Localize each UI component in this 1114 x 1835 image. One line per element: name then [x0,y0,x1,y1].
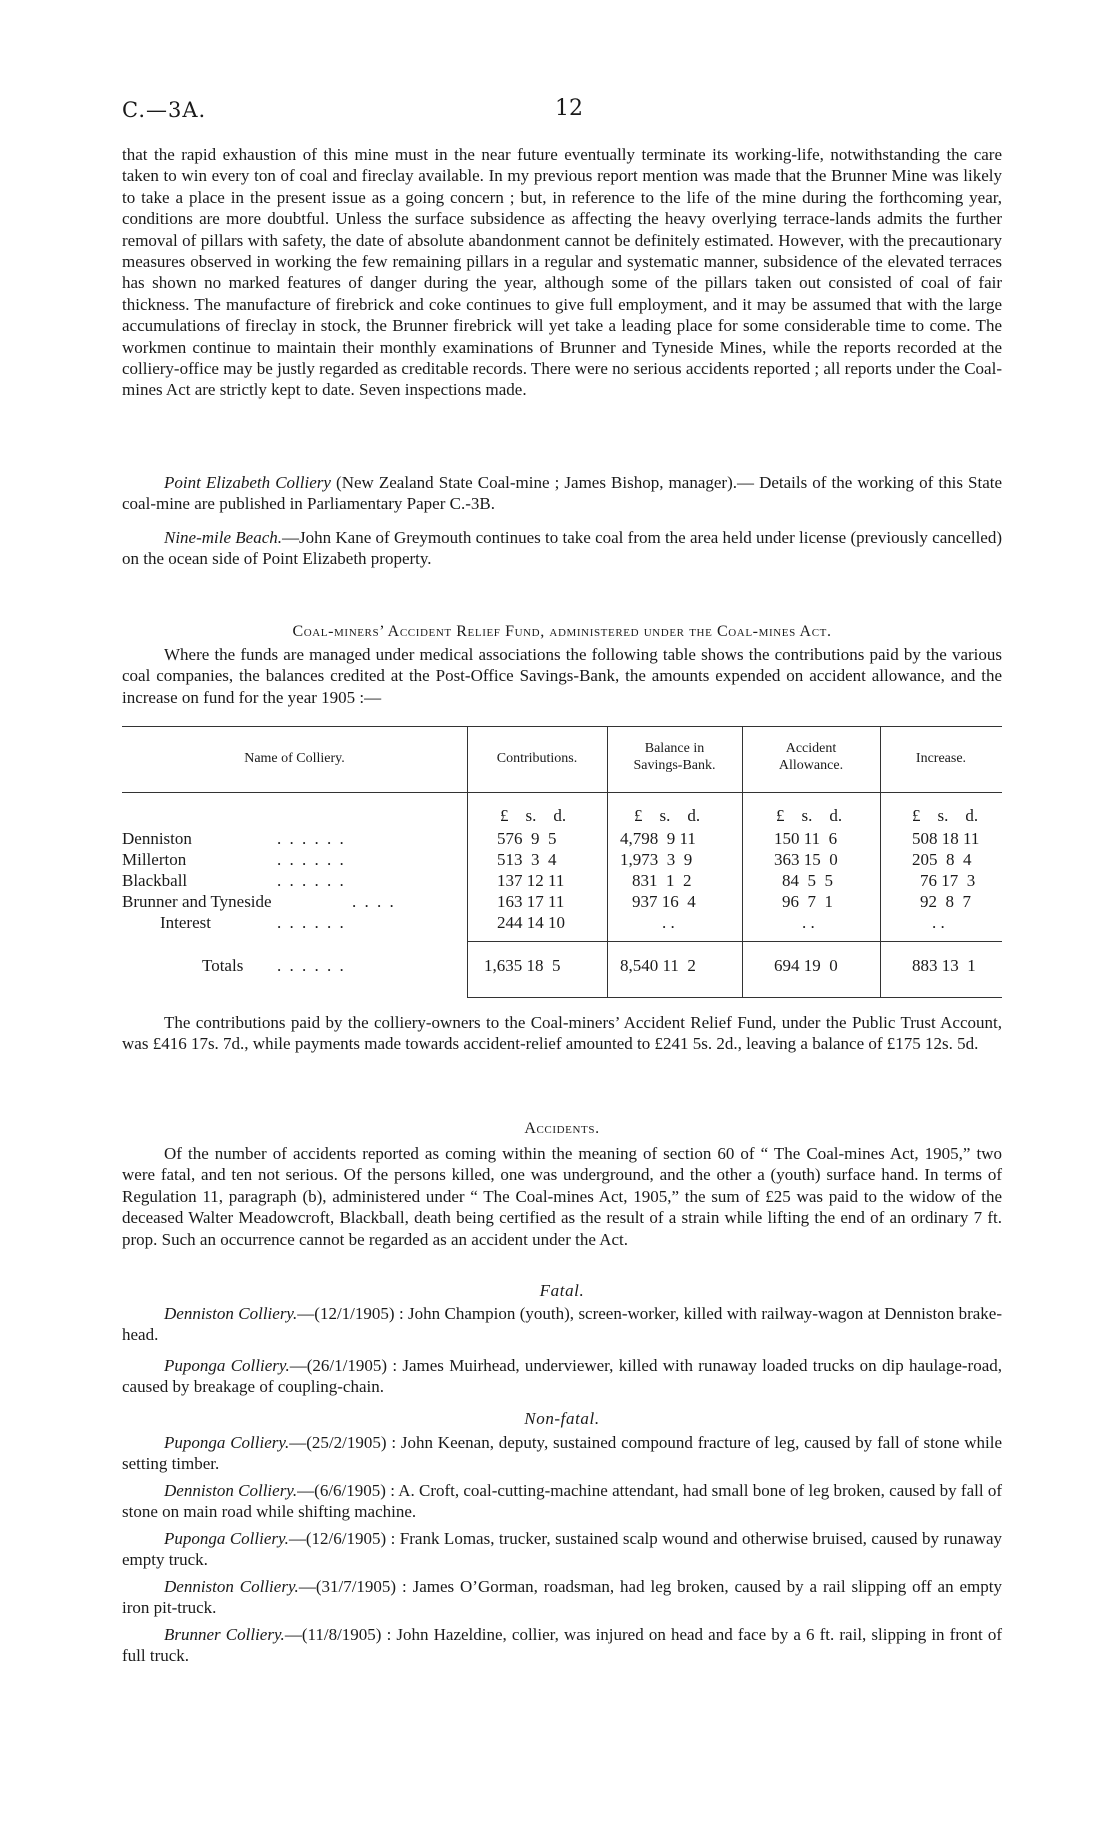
table-rule-totals [467,941,1002,942]
intro-paragraph: that the rapid exhaustion of this mine must in the near future eventually terminate its working-life, notwithstanding the care taken to win every ton of coal and fireclay available. In my previous report mention was made that the Brunner Mine was likely to take a place in the present issue as a going concern ; but, in reference to the life of the mine during the forthcoming year, conditions are more doubtful. Unless the surface subsidence as affecting the heavy overlying terrace-lands admits the further removal of pillars with safety, the date of absolute abandonment cannot be definitely estimated. However, with the precautionary measures observed in working the few remaining pillars in a regular and systematic manner, subsidence of the elevated terraces has shown no marked features of danger during the year, although some of the pillars taken out consisted of coal of fair thickness. The manufacture of firebrick and coke continues to give full employment, and it may be assumed that with the large accumulations of fireclay in stock, the Brunner firebrick will yet take a leading place for some considerable time to come. The workmen continue to maintain their monthly examinations of Brunner and Tyneside Mines, while the reports recorded at the colliery-office may be justly regarded as creditable records. There were no serious accidents reported ; all reports under the Coal-mines Act are strictly kept to date. Seven inspections made. [122,145,1002,400]
nonfatal-heading: Non-fatal. [524,1409,600,1428]
point-elizabeth-paragraph [122,472,1002,515]
units-balance: £ s. d. [634,806,701,825]
accident-fund-table: Name of Colliery. Contributions. Balance in Savings-Bank. Accident Allowance. Increase. £ s. d. £ s. d. £ s. d. £ s. d. Denniston . . . . . . 576 9 5 4,798 9 11 150 11 6 508 18 11 Millerton . . . . . . 513 3 4 1,973 3 9 363 15 0 205 8 4 Blackball . . . . . . 137 12 11 831 1 2 84 5 5 76 17 3 Brunner and Tyneside . . . . 163 17 11 937 16 4 96 7 1 92 8 7 Interest . . . . . . 244 14 10 . . . . . . Totals . . . . . . 1,635 18 5 8,540 11 2 694 19 0 883 13 1 [122,726,1002,1002]
nonfatal-entry: Brunner Colliery.—(11/8/1905) : John Hazeldine, collier, was injured on head and face by a 6 ft. rail, slipping in front of full truck. [122,1625,1002,1666]
nonfatal-entry: Puponga Colliery.—(25/2/1905) : John Keenan, deputy, sustained compound fracture of leg, caused by fall of stone while setting timber. [122,1433,1002,1474]
nine-mile-title: Nine-mile Beach. [164,528,283,547]
public-trust-paragraph: The contributions paid by the colliery-owners to the Coal-miners’ Accident Relief Fund, under the Public Trust Account, was £416 17s. 7d., while payments made towards accident-relief amounted to £241 5s. 2d., leaving a balance of £175 12s. 5d. [122,1013,1002,1054]
table-rule-bottom [467,997,1002,998]
nonfatal-entry: Denniston Colliery.—(6/6/1905) : A. Croft, coal-cutting-machine attendant, had small bone of leg broken, caused by fall of stone on main road while shifting machine. [122,1481,1002,1522]
col-header-contributions: Contributions. [496,751,578,766]
col-header-balance: Balance in Savings-Bank. [633,741,716,773]
document-reference: C.—3A. [122,98,207,122]
point-elizabeth-text: (New Zealand State Coal-mine ; James Bishop, manager).— Details of the working of this State coal-mine are published in Parliamentary Paper C.-3B. [122,473,1003,514]
col-header-increase: Increase. [915,751,967,766]
fatal-heading: Fatal. [539,1281,585,1300]
accidents-intro: Of the number of accidents reported as coming within the meaning of section 60 of “ The Coal-mines Act, 1905,” two were fatal, and ten not serious. Of the persons killed, one was underground, and the other a (youth) surface hand. In terms of Regulation 11, paragraph (b), administered under “ The Coal-mines Act, 1905,” the sum of £25 was paid to the widow of the deceased Walter Meadowcroft, Blackball, death being certified as the result of a strain while lifting the end of an ordinary 7 ft. prop. Such an occurrence cannot be regarded as an accident under the Act. [122,1144,1002,1249]
fatal-entry: Puponga Colliery.—(26/1/1905) : James Muirhead, underviewer, killed with runaway loaded trucks on dip haulage-road, caused by breakage of coupling-chain. [122,1356,1002,1397]
units-contributions: £ s. d. [500,806,567,825]
nonfatal-entry: Puponga Colliery.—(12/6/1905) : Frank Lomas, trucker, sustained scalp wound and otherwise bruised, caused by runaway empty truck. [122,1529,1002,1570]
nonfatal-entry: Denniston Colliery.—(31/7/1905) : James O’Gorman, roadsman, had leg broken, caused by a rail slipping off an empty iron pit-truck. [122,1577,1002,1618]
page-number: 12 [555,96,583,121]
units-accident: £ s. d. [776,806,843,825]
col-header-name: Name of Colliery. [244,751,345,766]
nine-mile-paragraph [122,527,1002,570]
fatal-entry: Denniston Colliery.—(12/1/1905) : John Champion (youth), screen-worker, killed with railway-wagon at Denniston brake-head. [122,1304,1002,1345]
accidents-heading: Accidents. [524,1120,600,1137]
fund-heading: Coal-miners’ Accident Relief Fund, administered under the Coal-mines Act. [292,623,832,640]
point-elizabeth-title: Point Elizabeth Colliery [164,473,331,492]
units-increase: £ s. d. [912,806,979,825]
nine-mile-text: —John Kane of Greymouth continues to take coal from the area held under license (previously cancelled) on the ocean side of Point Elizabeth property. [122,528,1002,569]
table-rule-header [122,792,1002,793]
table-rule-top [122,726,1002,727]
col-header-accident: Accident Allowance. [778,741,844,773]
fund-intro: Where the funds are managed under medical associations the following table shows the contributions paid by the various coal companies, the balances credited at the Post-Office Savings-Bank, the amounts expended on accident allowance, and the increase on fund for the year 1905 :— [122,645,1002,707]
